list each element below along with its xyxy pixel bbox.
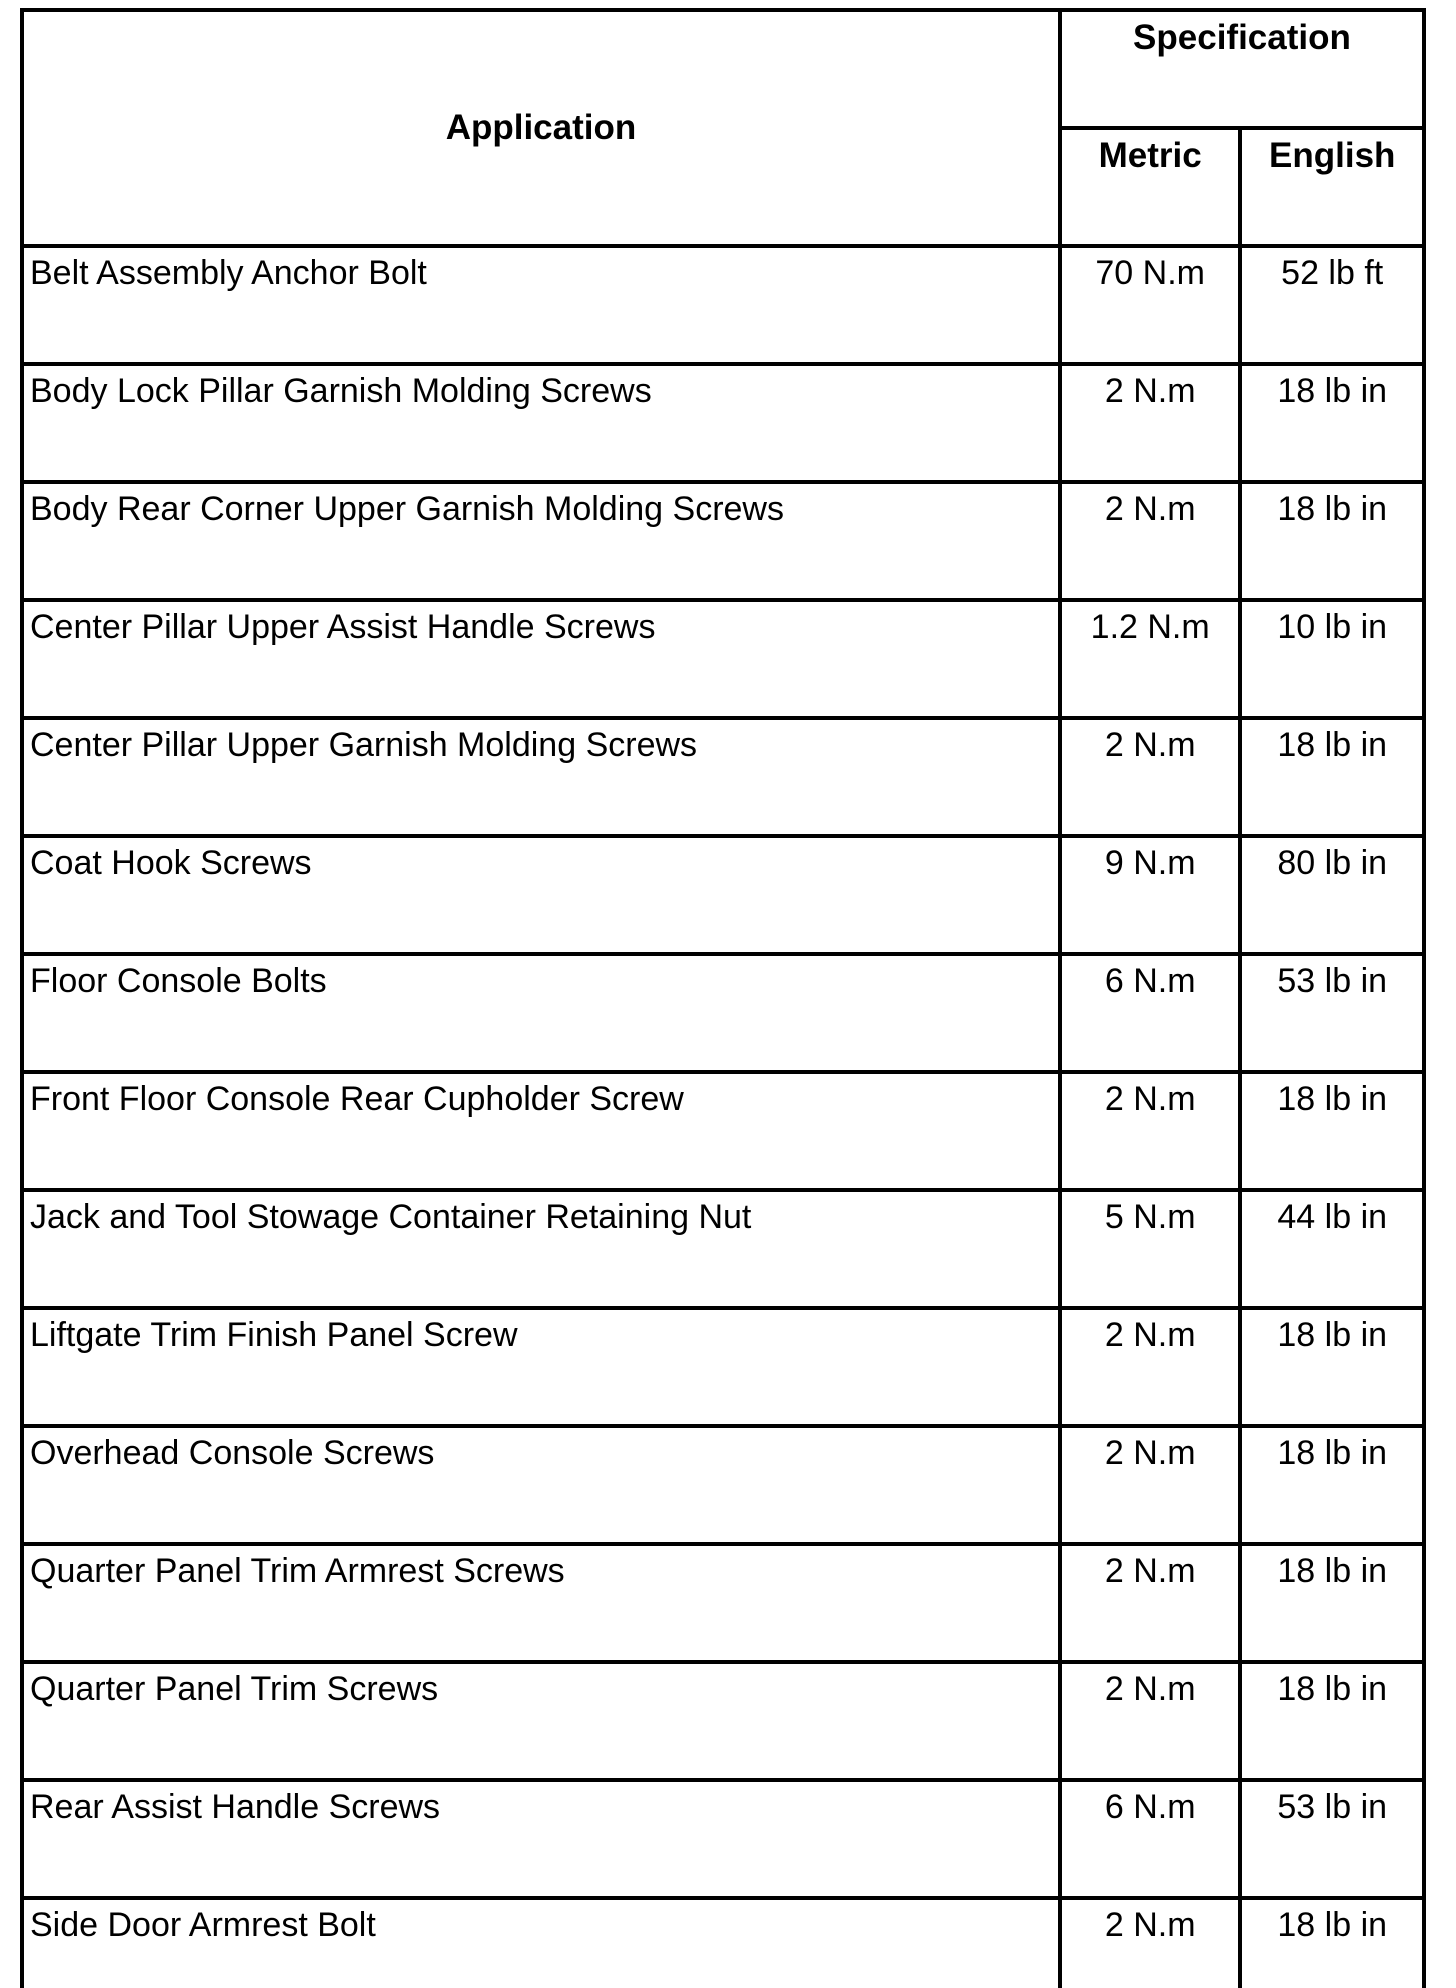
table-row	[22, 364, 1424, 482]
metric-cell: 2 N.m	[1060, 1426, 1241, 1544]
metric-cell: 6 N.m	[1060, 954, 1241, 1072]
table-row	[22, 954, 1424, 1072]
english-cell: 18 lb in	[1240, 1426, 1424, 1544]
english-cell: 80 lb in	[1240, 836, 1424, 954]
metric-cell: 5 N.m	[1060, 1190, 1241, 1308]
application-cell: Body Lock Pillar Garnish Molding Screws	[22, 364, 1060, 482]
table-row	[22, 718, 1424, 836]
metric-cell: 2 N.m	[1060, 1662, 1241, 1780]
metric-cell: 2 N.m	[1060, 1072, 1241, 1190]
table-row	[22, 1072, 1424, 1190]
english-cell: 18 lb in	[1240, 1072, 1424, 1190]
application-cell: Overhead Console Screws	[22, 1426, 1060, 1544]
table-row	[22, 1308, 1424, 1426]
torque-spec-table	[20, 8, 1426, 1988]
application-cell: Belt Assembly Anchor Bolt	[22, 246, 1060, 364]
english-cell: 44 lb in	[1240, 1190, 1424, 1308]
application-cell: Body Rear Corner Upper Garnish Molding Screws	[22, 482, 1060, 600]
table-row	[22, 1190, 1424, 1308]
table-row	[22, 246, 1424, 364]
application-header: Application	[22, 10, 1060, 246]
application-cell: Liftgate Trim Finish Panel Screw	[22, 1308, 1060, 1426]
english-cell: 18 lb in	[1240, 364, 1424, 482]
table-row	[22, 836, 1424, 954]
table-row	[22, 482, 1424, 600]
english-cell: 18 lb in	[1240, 1662, 1424, 1780]
table-row	[22, 1662, 1424, 1780]
english-cell: 18 lb in	[1240, 1544, 1424, 1662]
english-cell: 18 lb in	[1240, 1898, 1424, 1988]
application-cell: Center Pillar Upper Assist Handle Screws	[22, 600, 1060, 718]
english-cell: 18 lb in	[1240, 482, 1424, 600]
metric-cell: 1.2 N.m	[1060, 600, 1241, 718]
english-cell: 53 lb in	[1240, 1780, 1424, 1898]
application-cell: Jack and Tool Stowage Container Retaining Nut	[22, 1190, 1060, 1308]
table-row	[22, 1426, 1424, 1544]
table-row	[22, 1780, 1424, 1898]
application-cell: Floor Console Bolts	[22, 954, 1060, 1072]
english-cell: 18 lb in	[1240, 1308, 1424, 1426]
table-row	[22, 1898, 1424, 1988]
english-header: English	[1240, 128, 1424, 246]
metric-cell: 2 N.m	[1060, 1308, 1241, 1426]
application-cell: Front Floor Console Rear Cupholder Screw	[22, 1072, 1060, 1190]
metric-cell: 2 N.m	[1060, 482, 1241, 600]
english-cell: 18 lb in	[1240, 718, 1424, 836]
application-cell: Side Door Armrest Bolt	[22, 1898, 1060, 1988]
metric-cell: 6 N.m	[1060, 1780, 1241, 1898]
metric-cell: 9 N.m	[1060, 836, 1241, 954]
application-cell: Quarter Panel Trim Armrest Screws	[22, 1544, 1060, 1662]
metric-cell: 70 N.m	[1060, 246, 1241, 364]
table-row	[22, 1544, 1424, 1662]
application-cell: Rear Assist Handle Screws	[22, 1780, 1060, 1898]
application-cell: Coat Hook Screws	[22, 836, 1060, 954]
metric-header: Metric	[1060, 128, 1241, 246]
application-cell: Quarter Panel Trim Screws	[22, 1662, 1060, 1780]
table-row	[22, 600, 1424, 718]
metric-cell: 2 N.m	[1060, 364, 1241, 482]
english-cell: 10 lb in	[1240, 600, 1424, 718]
english-cell: 52 lb ft	[1240, 246, 1424, 364]
specification-header: Specification	[1060, 10, 1424, 128]
metric-cell: 2 N.m	[1060, 1898, 1241, 1988]
metric-cell: 2 N.m	[1060, 1544, 1241, 1662]
english-cell: 53 lb in	[1240, 954, 1424, 1072]
metric-cell: 2 N.m	[1060, 718, 1241, 836]
application-cell: Center Pillar Upper Garnish Molding Screws	[22, 718, 1060, 836]
